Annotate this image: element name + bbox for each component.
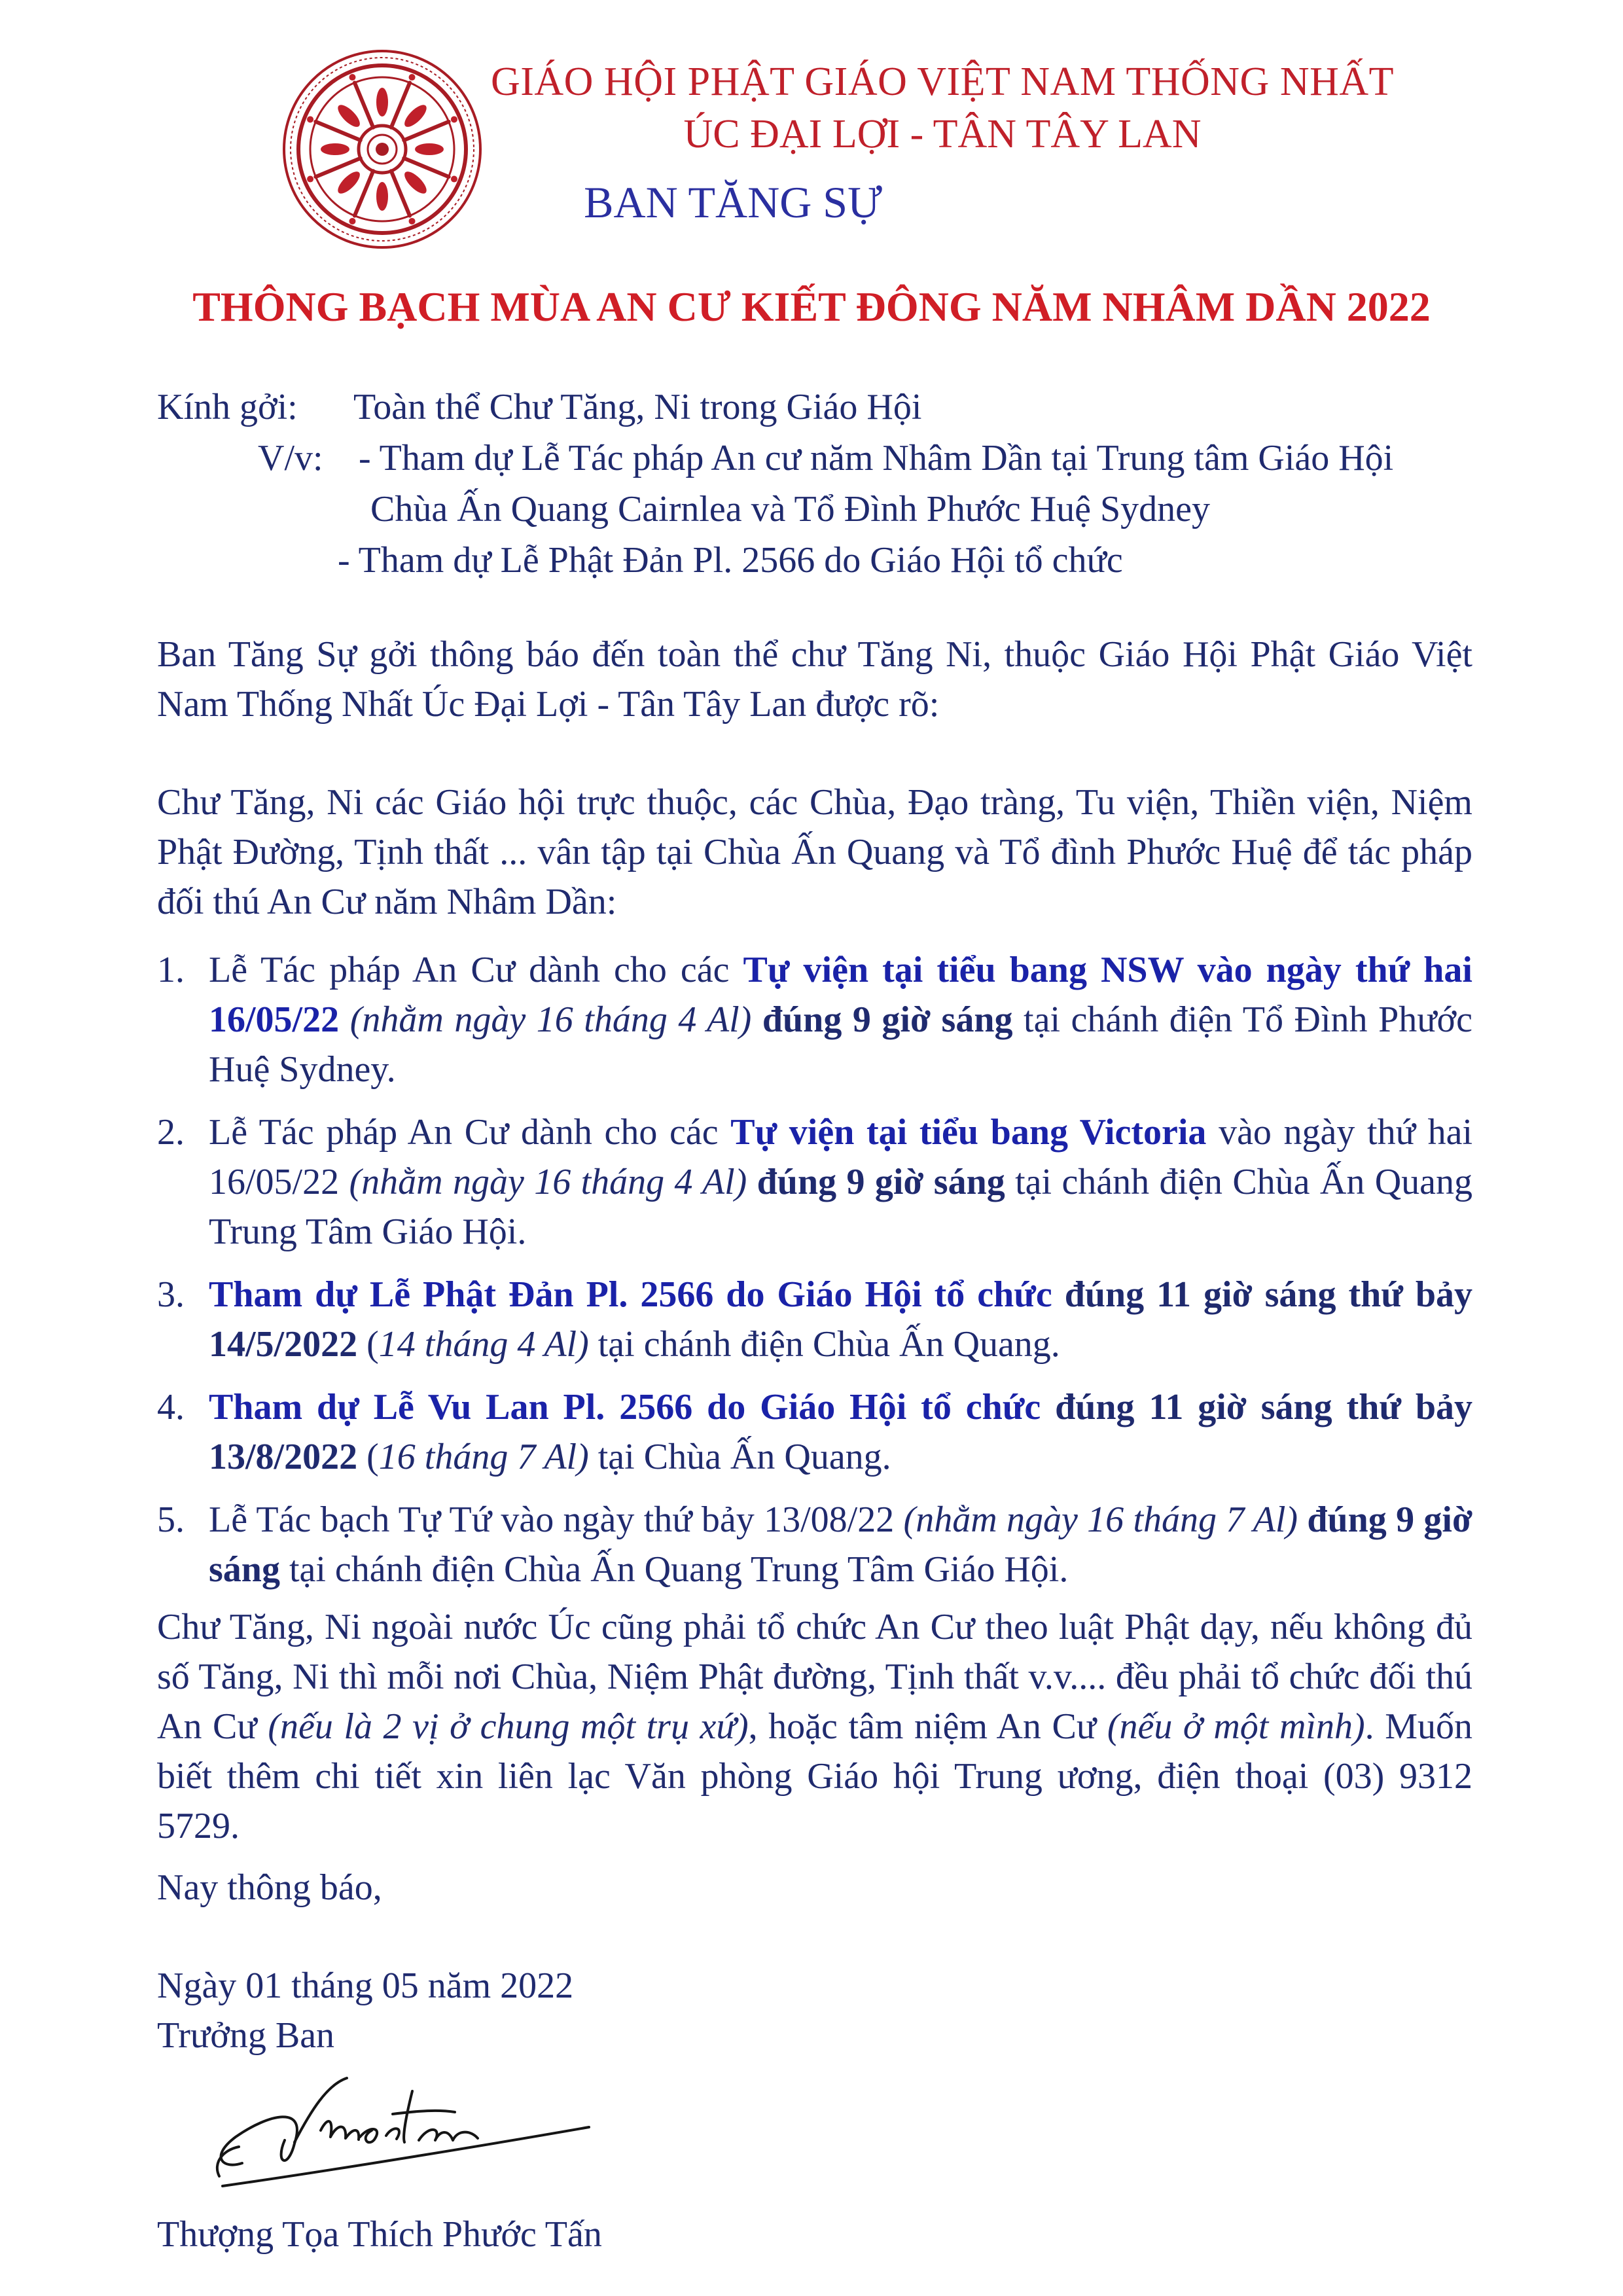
item-text: Lễ Tác pháp An Cư dành cho các	[209, 950, 743, 990]
item-number: 5.	[157, 1499, 185, 1540]
closing-text: , hoặc tâm niệm An Cư	[748, 1706, 1107, 1747]
item-bold-text: Tham dự Lễ Vu Lan Pl. 2566 do Giáo Hội tổ chức	[209, 1387, 1041, 1427]
intro-paragraph-2: Chư Tăng, Ni các Giáo hội trực thuộc, các Chùa, Đạo tràng, Tu viện, Thiền viện, Niệm Phật Đường, Tịnh thất ... vân tập tại Chùa Ấn Quang và Tổ đình Phước Huệ để tác pháp đối thú An Cư năm Nhâm Dần:	[157, 782, 1472, 922]
closing-note: (nếu là 2 vị ở chung một trụ xứ)	[268, 1706, 749, 1747]
item-lunar-date: 14 tháng 4 Al)	[378, 1324, 589, 1365]
subject-line-1: - Tham dự Lễ Tác pháp An cư năm Nhâm Dần tại Trung tâm Giáo Hội	[359, 438, 1394, 478]
closing-paragraph	[157, 1602, 1472, 1851]
org-region: ÚC ĐẠI LỢI - TÂN TÂY LAN	[683, 112, 1202, 156]
item-number: 4.	[157, 1387, 185, 1427]
subject-line-2: Chùa Ấn Quang Cairnlea và Tổ Đình Phước Huệ Sydney	[370, 489, 1210, 529]
item-text: Lễ Tác pháp An Cư dành cho các	[209, 1112, 731, 1153]
dharma-wheel-logo	[280, 47, 484, 251]
item-time: đúng 9 giờ sáng	[751, 999, 1013, 1040]
department-name: BAN TĂNG SỰ	[584, 177, 882, 227]
document-title: THÔNG BẠCH MÙA AN CƯ KIẾT ĐÔNG NĂM NHÂM DẦN 2022	[192, 283, 1431, 330]
issue-date: Ngày 01 tháng 05 năm 2022	[157, 1965, 574, 2006]
item-number: 2.	[157, 1112, 185, 1153]
subject-label: V/v:	[258, 438, 323, 478]
intro-paragraph-1: Ban Tăng Sự gởi thông báo đến toàn thể chư Tăng Ni, thuộc Giáo Hội Phật Giáo Việt Nam Thống Nhất Úc Đại Lợi - Tân Tây Lan được rõ:	[157, 634, 1472, 725]
item-bold-text: Tự viện tại tiểu bang Victoria	[730, 1112, 1207, 1153]
closing-note: (nếu ở một mình)	[1107, 1706, 1365, 1747]
item-lunar-date: 16 tháng 7 Al)	[378, 1437, 589, 1477]
closing-contact: . Muốn biết thêm chi tiết xin liên lạc Văn phòng Giáo hội Trung ương, điện thoại (03) 9312 5729.	[157, 1706, 1472, 1846]
item-text: Lễ Tác bạch Tự Tứ vào ngày thứ bảy 13/08/22	[209, 1499, 904, 1540]
closing-text: Chư Tăng, Ni ngoài nước Úc cũng phải tổ chức An Cư theo luật Phật dạy, nếu không đủ số Tăng, Ni thì mỗi nơi Chùa, Niệm Phật đường, Tịnh thất v.v.... đều phải tổ chức đối thú An Cư	[157, 1607, 1472, 1747]
item-location: tại chánh điện Chùa Ấn Quang Trung Tâm Giáo Hội.	[279, 1549, 1069, 1590]
item-text: (	[357, 1437, 379, 1477]
handwritten-signature	[196, 2065, 615, 2196]
item-text: (	[357, 1324, 379, 1365]
item-bold-text: Tự viện tại tiểu bang NSW vào ngày thứ hai 16/05/22	[209, 950, 1472, 1040]
subject-line-3: - Tham dự Lễ Phật Đản Pl. 2566 do Giáo Hội tổ chức	[338, 540, 1123, 581]
item-location: tại chánh điện Chùa Ấn Quang Trung Tâm Giáo Hội.	[209, 1162, 1473, 1252]
org-name: GIÁO HỘI PHẬT GIÁO VIỆT NAM THỐNG NHẤT	[490, 60, 1395, 104]
signer-name: Thượng Tọa Thích Phước Tấn	[157, 2214, 602, 2255]
addressee-value: Toàn thể Chư Tăng, Ni trong Giáo Hội	[353, 387, 922, 427]
item-lunar-date: (nhằm ngày 16 tháng 4 Al)	[349, 1162, 747, 1202]
item-time: đúng 9 giờ sáng	[209, 1499, 1473, 1590]
notice-line: Nay thông báo,	[157, 1867, 382, 1908]
item-text	[339, 999, 350, 1040]
item-lunar-date: (nhằm ngày 16 tháng 4 Al)	[349, 999, 752, 1040]
item-location: tại chánh điện Chùa Ấn Quang.	[588, 1324, 1060, 1365]
item-text: vào ngày thứ hai 16/05/22	[209, 1112, 1473, 1202]
item-location: tại chánh điện Tổ Đình Phước Huệ Sydney.	[209, 999, 1473, 1090]
signer-role: Trưởng Ban	[157, 2015, 335, 2056]
item-time: đúng 9 giờ sáng	[747, 1162, 1005, 1202]
item-lunar-date: (nhằm ngày 16 tháng 7 Al)	[903, 1499, 1298, 1540]
item-number: 3.	[157, 1274, 185, 1315]
item-time: đúng 11 giờ sáng thứ bảy 13/8/2022	[209, 1387, 1472, 1477]
item-number: 1.	[157, 950, 185, 990]
item-time: đúng 11 giờ sáng thứ bảy 14/5/2022	[209, 1274, 1473, 1365]
item-bold-text: Tham dự Lễ Phật Đản Pl. 2566 do Giáo Hội tổ chức	[209, 1274, 1052, 1315]
item-location: tại Chùa Ấn Quang.	[588, 1437, 891, 1477]
addressee-label: Kính gởi:	[157, 387, 298, 427]
